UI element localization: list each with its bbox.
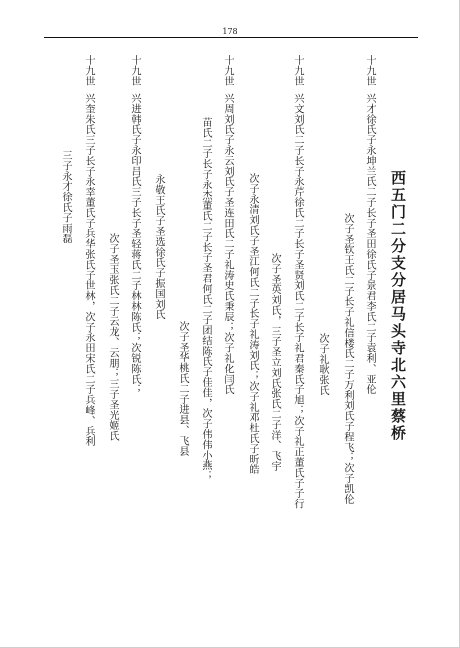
genealogy-line: 兴奎朱氏三子长子永幸董氏子兵华张氏子世林，次子永田宋氏二子兵峰、兵利 xyxy=(83,93,94,447)
genealogy-line: 次子圣钦王氏二子长子礼信楼氏二子万利刘氏子程飞；次子凯伦 xyxy=(342,213,353,505)
genealogy-line: 兴文刘氏二子长子永芹徐氏二子长子圣贤刘氏二子长子礼君秦氏子旭；次子礼正董氏子子行 xyxy=(292,93,303,509)
page-title: 西五门二分支分居马头寺北六里蔡桥 xyxy=(389,170,407,442)
genealogy-line: 次子礼耿张氏 xyxy=(317,333,328,396)
generation-label: 十九世 xyxy=(364,55,375,87)
genealogy-line: 苗氏二子长子永杰董氏二子长子圣君何氏二子团结陈氏子佳佳，次子伟伟小燕； xyxy=(200,117,211,481)
genealogy-line: 次子永清刘氏子圣江何氏二子长子礼涛刘氏；次子礼邓杜氏子昕皓 xyxy=(247,173,258,475)
genealogy-line: 次子圣英刘氏，三子圣立刘氏张氏二子洋、飞宇 xyxy=(269,253,280,472)
header-rule xyxy=(44,37,418,38)
generation-label: 十九世 xyxy=(129,55,140,87)
genealogy-line: 次子圣玉张氏二子云龙、云朋；三子圣光姬氏 xyxy=(107,233,118,441)
genealogy-line: 兴才徐氏子永坤兰氏二子长子圣田徐氏子景君李氏二子袁利、亚伦 xyxy=(364,93,375,395)
genealogy-line: 兴周刘氏子永云刘氏子圣连田氏二子礼涛史氏秉辰；次子礼化闫氏 xyxy=(222,93,233,395)
genealogy-line: 永敬王氏子圣选徐氏子振国刘氏 xyxy=(153,174,164,320)
generation-label: 十九世 xyxy=(222,55,233,87)
genealogy-line: 三子永才徐氏子雨磊 xyxy=(60,150,71,244)
page-number: 178 xyxy=(222,27,238,36)
genealogy-line: 兴进韩氏子永印吕氏三子长子圣轻蒋氏二子林林陈氏；次锐陈氏； xyxy=(129,93,140,395)
genealogy-line: 次子圣华桃氏二子进县、飞县 xyxy=(177,321,188,457)
generation-label: 十九世 xyxy=(292,55,303,87)
generation-label: 十九世 xyxy=(83,55,94,87)
